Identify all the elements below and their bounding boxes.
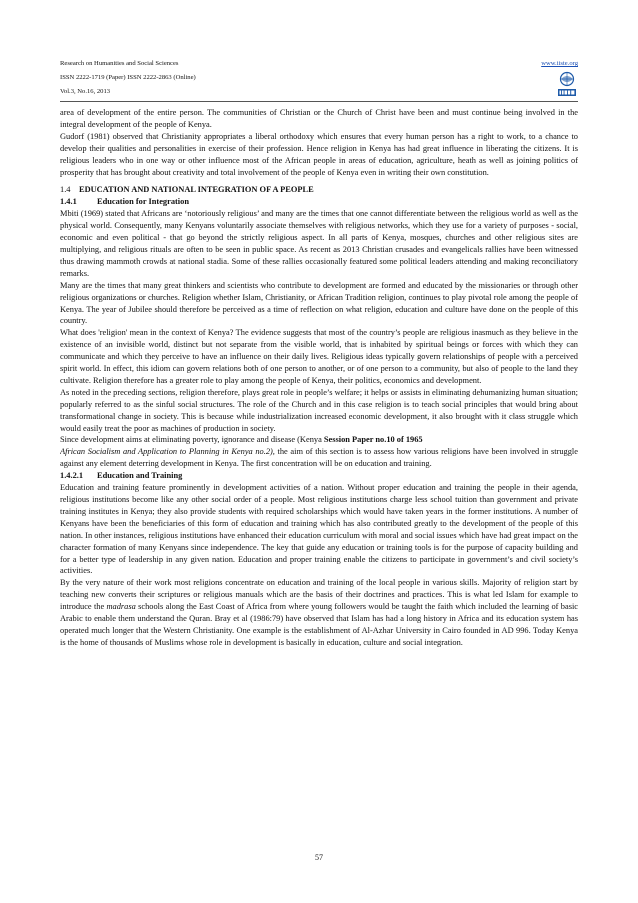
journal-url-link[interactable]: www.iiste.org — [541, 60, 578, 67]
paragraph — [60, 577, 578, 648]
volume-line: Vol.3, No.16, 2013 — [60, 88, 111, 95]
running-header — [60, 57, 578, 101]
paragraph: area of development of the entire person. The communities of Christian or the Church of Christ have been and must continue being involved in the integral development of the people of Kenya. — [60, 108, 578, 129]
paragraph: Gudorf (1981) observed that Christianity appropriates a liberal orthodoxy which ensures that every human person has a right to work, to a chance to develop their qualities and personalities in exercise of their profession. Hence religion in Kenya has had great influence in liberating the citizens. It is religious leaders who in one way or other influence most of the African people in areas of education, agriculture, heath as well as joining politics of prosperity that has brought about creativity and total involvement of the people of Kenya even in writing their own constitution. — [60, 131, 578, 177]
text-run: schools along the East Coast of Africa from where young followers would be taught the faith which included the learning of basic Arabic to enable them understand the Quran. Bray et al (1986:79) have observed that Islam has had a long history in Africa and its education system has operated much longer that the Western Christianity. One example is the establishment of Al-Azhar University in Cairo founded in AD 996. Today Kenya is the home of thousands of Muslims whose role in development is basically in education, culture and social integration. — [60, 602, 578, 647]
paragraph: What does 'religion' mean in the context of Kenya? The evidence suggests that most of the country’s people are religious inasmuch as they believe in the existence of an invisible world, distinct but not separate from the visible world, that is inhabited by spiritual beings or forces with which they can communicate and which they perceive to have an influence on their daily lives. Religious ideas typically govern relationships of people with a perceived spirit world. In effect, this idiom can govern relations both of one person to another, or of one person to a community, but also of people to the land they cultivate. Religion therefore has a greater role to play among the people of Kenya, their politics, economics and development. — [60, 328, 578, 385]
madrasa-term: madrasa — [106, 602, 136, 612]
subsection-heading — [60, 470, 578, 482]
session-paper-title: African Socialism and Application to Planning in Kenya no.2), — [60, 447, 275, 457]
section-number: 1.4 — [60, 185, 71, 195]
paragraph: Mbiti (1969) stated that Africans are ‘notoriously religious’ and many are the times that one cannot differentiate between the religious world as well as the physical world. Consequently, many Kenyans voluntarily associate themselves with religious networks, which they use for a variety of purposes - social, economic and even political - that go beyond the strictly religious aspect. In all parts of Kenya, mosques, churches and other religious sites are multiplying, and religious rituals are often to be seen in public space. As recent as 2013 Christian crusades and evangelicals rallies have been witnessed thus drawing mammoth crowds at national stadia. Some of these rallies occasionally featured some political leaders attending and making reconciliatory remarks. — [60, 209, 578, 278]
journal-name: Research on Humanities and Social Sciences — [60, 60, 179, 67]
article-body — [60, 107, 578, 847]
section-title: EDUCATION AND NATIONAL INTEGRATION OF A PEOPLE — [79, 185, 314, 195]
text-run: By the very nature of their work most religions concentrate on education and training of the local people in various skills. Majority of religion start by teaching new converts their scriptures or religious manuals which are the basis of their doctrines and practices. This is what led Islam for example to introduce the — [60, 578, 578, 612]
subsection-heading — [60, 196, 578, 208]
section-heading — [60, 184, 578, 196]
subsection-title: Education for Integration — [97, 197, 189, 207]
text-run: the aim of this section is to assess how various religions have been involved in struggle against any element deterring development in Kenya. The first concentration will be on education and training. — [60, 447, 578, 469]
paragraph — [60, 434, 578, 470]
iiste-logo-icon — [556, 71, 578, 98]
subsection-title: Education and Training — [97, 471, 183, 481]
subsection-number: 1.4.1 — [60, 197, 77, 207]
subsection-number: 1.4.2.1 — [60, 471, 84, 481]
header-rule — [60, 101, 578, 102]
issn-line: ISSN 2222-1719 (Paper) ISSN 2222-2863 (Online) — [60, 74, 196, 81]
paragraph: As noted in the preceding sections, religion therefore, plays great role in people’s welfare; it helps or assists in eliminating dehumanizing human situation; popularly referred to as the sinful social structures. The role of the Church and in this case religion is to teach social principles that would bring about transformational change in society. This is because while industrialization increased economic development, it also brought with it class struggle which would easily treat the poor as machines of production in society. — [60, 387, 578, 433]
text-run: Since development aims at eliminating poverty, ignorance and disease (Kenya — [60, 435, 324, 445]
session-paper-ref: Session Paper no.10 of 1965 — [323, 435, 423, 445]
paragraph: Education and training feature prominently in development activities of a nation. Without proper education and training the people in their agenda, religious institutions become like any other social order of a people. Most religious institutions charge less school tuition than government and private training institutes in Kenya; they also provide students with required scholarships which would have taken years in the former institutions. A number of Kenyans have been the beneficiaries of this form of education and training which has also contributed greatly to the development of the people of this nation. In other instances, religious institutions have enhanced their education curriculum with moral and social issues which have had great impact on the character formation of many Kenyans since independence. The key that guide any education or training tools is for the purpose of capacity building and for a better type of leadership in any given nation. Education and proper training enable the citizens to participate in government’s and civil society’s activities. — [60, 483, 578, 576]
paragraph: Many are the times that many great thinkers and scientists who contribute to development are formed and educated by the missionaries or through other religious organizations or churches. Religion whether Islam, Christianity, or African Tradition religion, continues to play pivotal role among the people of Kenya. The year of Jubilee should therefore be perceived as a time of reflection on what religion, education and culture have done on the people of this country. — [60, 280, 578, 326]
page-number: 57 — [315, 853, 323, 862]
